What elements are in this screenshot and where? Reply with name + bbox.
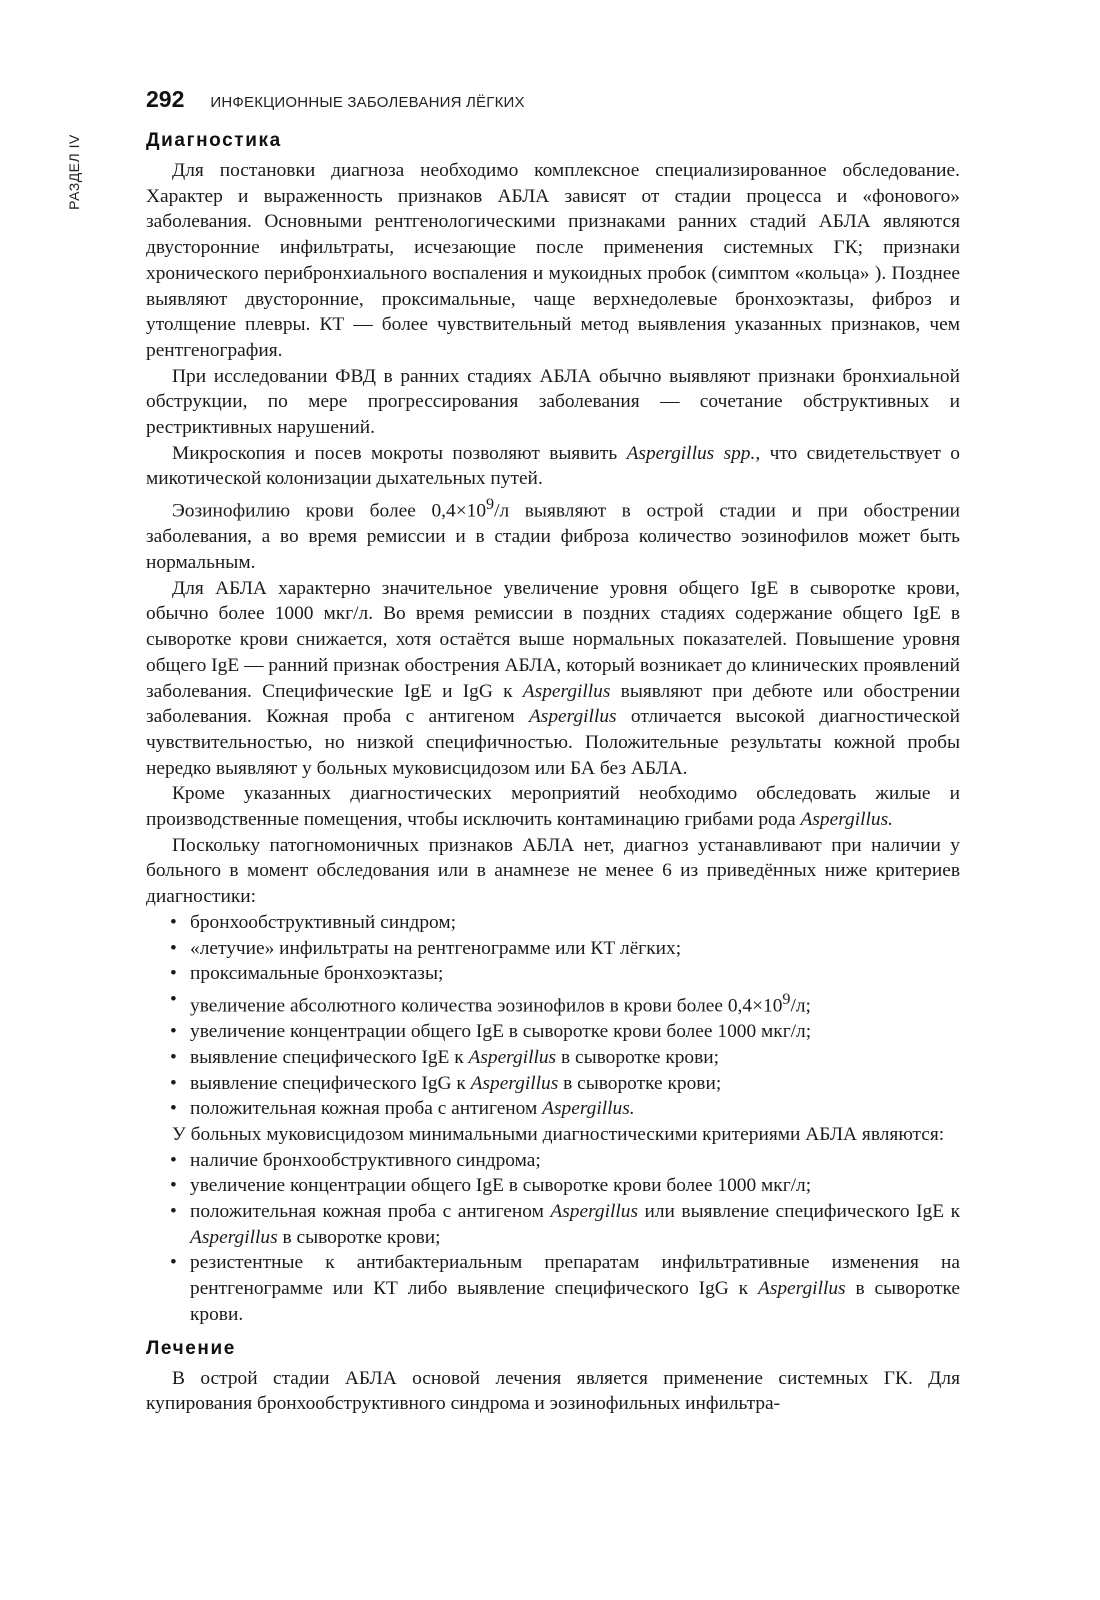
paragraph-premises <box>146 781 960 832</box>
superscript: 9 <box>486 496 495 514</box>
text-run: /л; <box>790 995 811 1017</box>
heading-diagnostics: Диагностика <box>146 130 282 151</box>
italic-term: Aspergillus <box>190 1226 278 1248</box>
paragraph-ige <box>146 576 960 782</box>
italic-term: Aspergillus <box>528 706 617 728</box>
list-item: • бронхообструктивный синдром; <box>146 910 960 936</box>
page-body <box>146 128 960 1417</box>
paragraph-lung-function: При исследовании ФВД в ранних стадиях АБЛА обычно выявляют признаки бронхиальной обструкции, по мере прогрессирования заболевания — сочетание обструктивных и рестриктивных нарушений. <box>146 365 960 439</box>
list-item: • «летучие» инфильтраты на рентгенограмме или КТ лёгких; <box>146 936 960 962</box>
text-run: Кроме указанных диагностических мероприятий необходимо обследовать жилые и производственные помещения, чтобы исключить контаминацию грибами рода <box>146 783 960 831</box>
page-number: 292 <box>146 86 185 112</box>
list-item <box>146 1045 960 1071</box>
list-item: • увеличение концентрации общего IgE в сыворотке крови более 1000 мкг/л; <box>146 1019 960 1045</box>
list-item <box>146 1071 960 1097</box>
paragraph-eosinophilia <box>146 492 960 576</box>
italic-term: Aspergillus <box>522 680 611 702</box>
text-run: в сыворотке крови; <box>558 1072 722 1094</box>
text-run: положительная кожная проба с антигеном <box>190 1201 551 1223</box>
paragraph-treatment: В острой стадии АБЛА основой лечения является применение системных ГК. Для купирования бронхообструктивного синдрома и эозинофильных инфильтра- <box>146 1367 960 1415</box>
text-run: , что свидетельствует о микотической колонизации дыхательных путей. <box>146 442 960 490</box>
superscript: 9 <box>782 990 791 1008</box>
section-label: РАЗДЕЛ IV <box>66 134 82 210</box>
list-item <box>146 1250 960 1327</box>
text-run: отличается высокой диагностической чувствительностью, но низкой специфичностью. Положительные результаты кожной пробы нередко выявляют у больных муковисцидозом или БА без АБЛА. <box>146 706 961 779</box>
text-run: выявление специфического IgG к <box>190 1072 471 1094</box>
heading-treatment: Лечение <box>146 1337 236 1359</box>
text-run: увеличение абсолютного количества эозинофилов в крови более 0,4×10 <box>190 995 783 1017</box>
paragraph-cf-criteria-intro: У больных муковисцидозом минимальными диагностическими критериями АБЛА являются: <box>172 1123 945 1145</box>
running-header <box>146 86 525 113</box>
running-title: ИНФЕКЦИОННЫЕ ЗАБОЛЕВАНИЯ ЛЁГКИХ <box>210 94 525 111</box>
text-run: /л выявляют в острой стадии и при обострении заболевания, а во время ремиссии и в стадии фиброза количество эозинофилов может быть нормальным. <box>146 500 960 574</box>
text-run: выявляют при дебюте или обострении заболевания. Кожная проба с антигеном <box>146 680 960 728</box>
text-run: в сыворотке крови; <box>277 1226 441 1248</box>
text-run: резистентные к антибактериальным препаратам инфильтративные изменения на рентгенограмме или КТ либо выявление специфического IgG к <box>190 1252 960 1300</box>
list-item <box>146 1199 960 1250</box>
cf-criteria-list <box>146 1148 960 1328</box>
paragraph-criteria-intro: Поскольку патогномоничных признаков АБЛА нет, диагноз устанавливают при наличии у больного в момент обследования или в анамнезе не менее 6 из приведённых ниже критериев диагностики: <box>146 834 960 908</box>
italic-term: Aspergillus spp. <box>626 442 756 464</box>
italic-term: Aspergillus. <box>542 1098 635 1120</box>
list-item <box>146 1096 960 1122</box>
italic-term: Aspergillus <box>470 1072 559 1094</box>
italic-term: Aspergillus. <box>800 809 893 831</box>
italic-term: Aspergillus <box>550 1201 638 1223</box>
list-item <box>146 987 960 1019</box>
criteria-list <box>146 910 960 1122</box>
list-item: • наличие бронхообструктивного синдрома; <box>146 1148 960 1174</box>
text-run: или выявление специфического IgE к <box>638 1201 960 1223</box>
italic-term: Aspergillus <box>757 1278 846 1300</box>
list-item: • проксимальные бронхоэктазы; <box>146 961 960 987</box>
text-run: положительная кожная проба с антигеном <box>190 1098 543 1120</box>
list-item: • увеличение концентрации общего IgE в сыворотке крови более 1000 мкг/л; <box>146 1173 960 1199</box>
text-run: в сыворотке крови; <box>556 1046 720 1068</box>
paragraph-sputum <box>146 441 960 492</box>
italic-term: Aspergillus <box>468 1046 557 1068</box>
text-run: в сыворотке крови. <box>190 1278 960 1325</box>
text-run: выявление специфического IgE к <box>190 1046 469 1068</box>
section-side-tab <box>62 127 86 217</box>
paragraph-diagnostics-intro: Для постановки диагноза необходимо комплексное специализированное обследование. Характер и выраженность признаков АБЛА зависят от стадии процесса и «фонового» заболевания. Основными рентгенологическими признаками ранних стадий АБЛА являются двусторонние инфильтраты, исчезающие после применения системных ГК; признаки хронического перибронхиального воспаления и мукоидных пробок (симптом «кольца» ). Позднее выявляют двусторонние, проксимальные, чаще верхнедолевые бронхоэктазы, фиброз и утолщение плевры. КТ — более чувствительный метод выявления указанных признаков, чем рентгенография. <box>146 160 960 361</box>
text-run: Эозинофилию крови более 0,4×10 <box>172 500 487 522</box>
text-run: Для АБЛА характерно значительное увеличение уровня общего IgE в сыворотке крови, обычно более 1000 мкг/л. Во время ремиссии в поздних стадиях содержание общего IgE в сыворотке крови снижается, хотя остаётся выше нормальных показателей. Повышение уровня общего IgE — ранний признак обострения АБЛА, который возникает до клинических проявлений заболевания. Специфические IgE и IgG к <box>146 577 960 702</box>
text-run: Микроскопия и посев мокроты позволяют выявить <box>172 442 627 464</box>
